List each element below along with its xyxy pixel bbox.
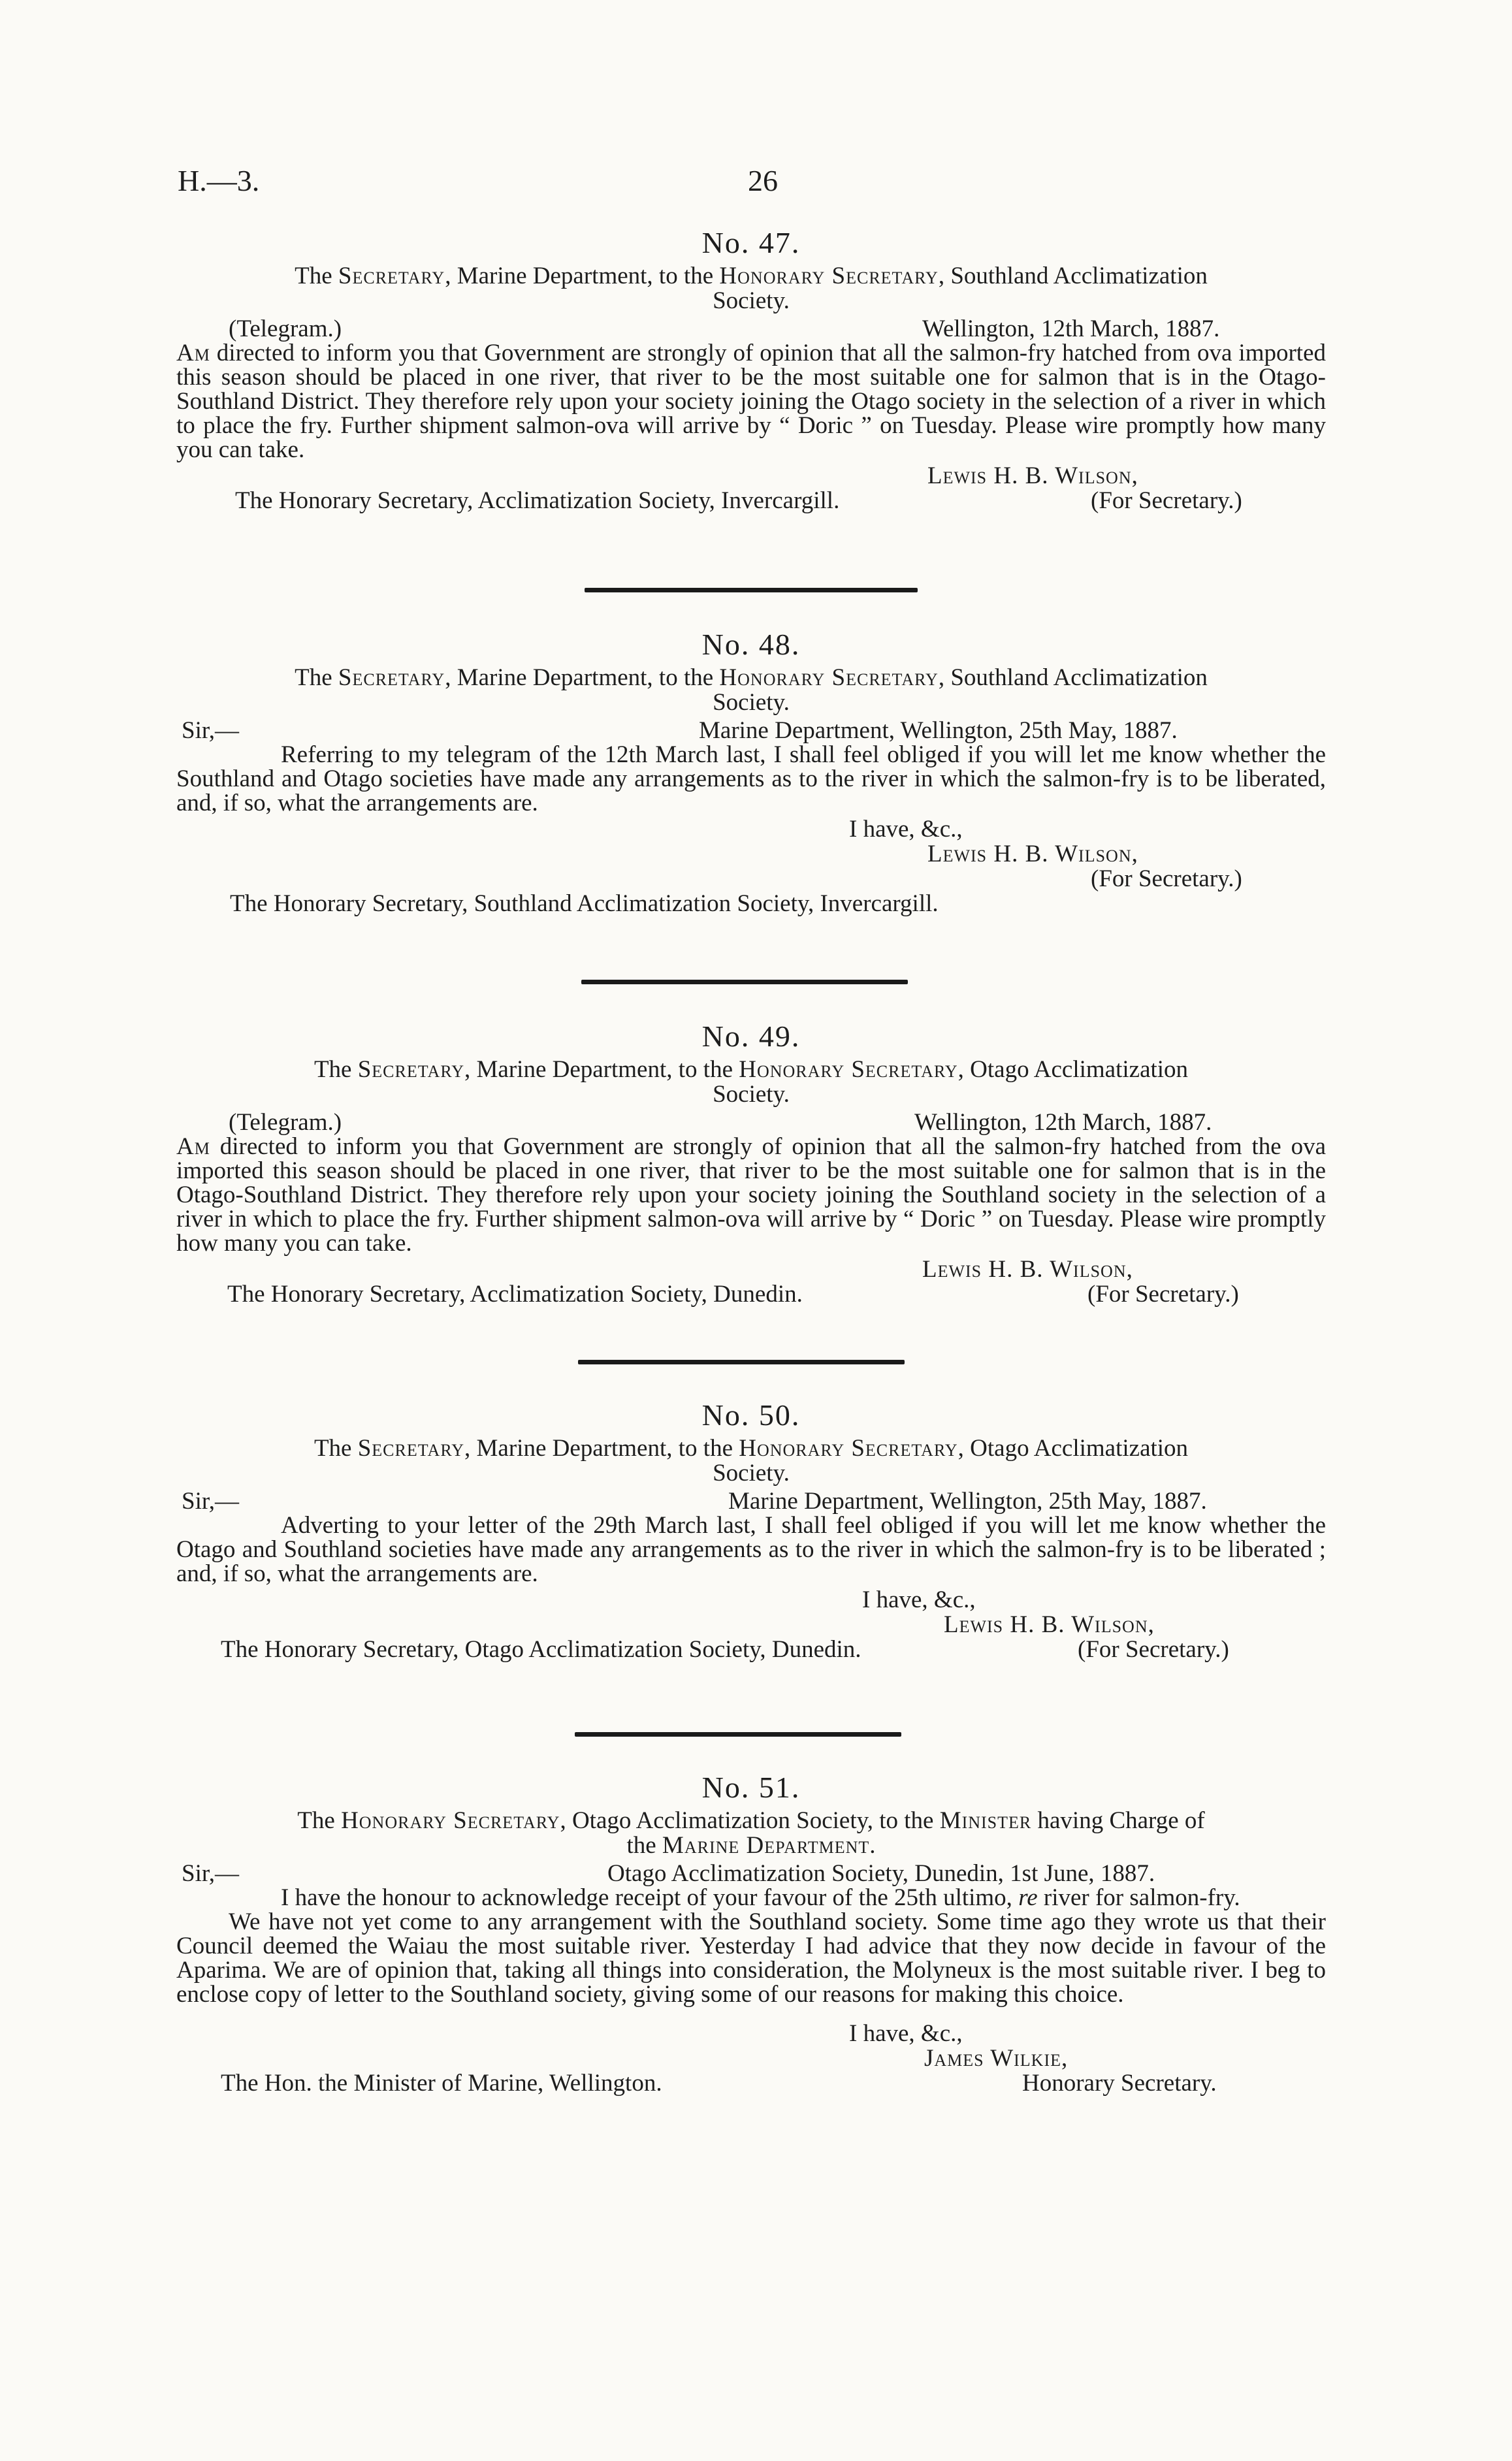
heading-text: The xyxy=(297,1807,342,1834)
letter-heading xyxy=(176,264,1326,314)
page-number: 26 xyxy=(748,164,778,197)
body-text: directed to inform you that Government are strongly of opinion that all the salmon-fry hatched from the ova imported this season should be placed in one river, that river to be the most suitable one for salmon that is in the Otago-Southland District. They therefore rely upon your society joining the Southland society in the selection of a river in which to place the fry. Further shipment salmon-ova will arrive by “ Doric ” on Tuesday. Please wire promptly how many you can take. xyxy=(176,1133,1326,1257)
signature-line xyxy=(176,1611,1326,1638)
letter-body: Adverting to your letter of the 29th March last, I shall feel obliged if you will let me know whether the Otago and Southland societies have made any arrangements as to the river in which the salmon-fry is to be liberated ; and, if so, what the arrangements are. xyxy=(176,1512,1326,1587)
heading-text: The xyxy=(314,1435,358,1462)
letter-heading xyxy=(176,1436,1326,1486)
signature: Lewis H. B. Wilson, xyxy=(922,1256,1133,1283)
signature: Lewis H. B. Wilson, xyxy=(944,1611,1155,1638)
heading-text: , Marine Department, to the xyxy=(445,263,720,289)
for-secretary-line xyxy=(176,865,1326,890)
signatory-title: Honorary Secretary. xyxy=(1022,2070,1217,2097)
letter-number: No. 47. xyxy=(701,226,801,259)
letter-type: (Telegram.) xyxy=(229,315,342,342)
body-initial: Am xyxy=(176,340,210,366)
heading-text: The xyxy=(314,1056,358,1083)
signature: Lewis H. B. Wilson, xyxy=(927,462,1138,489)
heading-text: , Otago Acclimatization xyxy=(957,1056,1189,1083)
heading-recipient: Honorary Secretary xyxy=(739,1056,958,1083)
letter-date: Otago Acclimatization Society, Dunedin, 1st June, 1887. xyxy=(607,1860,1155,1887)
body-text: I have the honour to acknowledge receipt of your favour of the 25th ultimo, xyxy=(281,1884,1019,1911)
heading-text: having Charge of xyxy=(1031,1807,1205,1834)
addressee: The Honorary Secretary, Acclimatization Society, Invercargill. xyxy=(235,487,840,514)
heading-recipient: Honorary Secretary xyxy=(719,664,939,691)
letter-date: Marine Department, Wellington, 25th May, 1887. xyxy=(728,1488,1207,1515)
body-initial: Am xyxy=(176,1133,210,1160)
for-secretary: (For Secretary.) xyxy=(1091,487,1242,514)
letter-heading xyxy=(176,666,1326,715)
letter-no-50 xyxy=(176,1398,1326,1663)
salutation: Sir,— xyxy=(182,1488,239,1515)
heading-text: , Otago Acclimatization Society, to the xyxy=(560,1807,940,1834)
heading-text: Society. xyxy=(713,1460,790,1487)
addressee-line xyxy=(176,1280,1326,1308)
page-header xyxy=(0,163,1512,202)
section-divider xyxy=(575,1732,901,1737)
letter-meta xyxy=(176,716,1326,743)
signature: James Wilkie, xyxy=(924,2045,1069,2072)
letter-meta xyxy=(176,315,1326,341)
heading-sender: Secretary xyxy=(357,1435,465,1462)
letter-body xyxy=(176,341,1326,462)
for-secretary: (For Secretary.) xyxy=(1078,1636,1229,1663)
heading-text: , Marine Department, to the xyxy=(445,664,720,691)
letter-type: (Telegram.) xyxy=(229,1109,342,1136)
letter-no-48 xyxy=(176,627,1326,917)
letter-meta xyxy=(176,1487,1326,1513)
letter-no-49 xyxy=(176,1019,1326,1308)
letter-no-51 xyxy=(176,1770,1326,2097)
heading-recipient: Honorary Secretary xyxy=(719,263,939,289)
letter-number: No. 50. xyxy=(701,1398,801,1432)
heading-recipient: Minister xyxy=(939,1807,1032,1834)
letter-heading xyxy=(176,1057,1326,1107)
heading-text: The xyxy=(295,664,338,691)
letter-number: No. 49. xyxy=(701,1020,801,1053)
heading-text: the xyxy=(626,1832,662,1859)
closing-line xyxy=(176,815,1326,843)
heading-sender: Secretary xyxy=(338,263,445,289)
letter-body xyxy=(176,1134,1326,1255)
heading-sender: Secretary xyxy=(338,664,445,691)
heading-text: , Otago Acclimatization xyxy=(957,1435,1189,1462)
addressee-line xyxy=(176,1635,1326,1663)
body-text: river for salmon-fry. xyxy=(1037,1884,1240,1911)
closing: I have, &c., xyxy=(849,816,963,843)
addressee-line xyxy=(176,2069,1326,2097)
heading-text: , Marine Department, to the xyxy=(464,1435,739,1462)
closing: I have, &c., xyxy=(849,2020,963,2047)
letter-heading xyxy=(176,1809,1326,1858)
heading-sender: Honorary Secretary xyxy=(341,1807,560,1834)
letter-body: Referring to my telegram of the 12th March last, I shall feel obliged if you will let me know whether the Southland and Otago societies have made any arrangements as to the river in which the salmon-fry is to be liberated, and, if so, what the arrangements are. xyxy=(176,741,1326,816)
signature-line xyxy=(176,462,1326,487)
body-italic: re xyxy=(1018,1884,1038,1911)
document-reference: H.—3. xyxy=(178,164,260,197)
section-divider xyxy=(585,588,918,592)
heading-text: Society. xyxy=(713,1081,790,1108)
addressee: The Honorary Secretary, Southland Acclimatization Society, Invercargill. xyxy=(230,890,939,917)
addressee-line xyxy=(176,890,1326,917)
heading-text: Society. xyxy=(713,287,790,314)
letter-number: No. 51. xyxy=(701,1771,801,1804)
heading-text: , Southland Acclimatization xyxy=(938,664,1208,691)
addressee: The Honorary Secretary, Acclimatization Society, Dunedin. xyxy=(227,1281,803,1308)
section-divider xyxy=(581,980,908,984)
heading-text: The xyxy=(295,263,338,289)
letter-number: No. 48. xyxy=(701,628,801,661)
heading-text: . xyxy=(869,1832,876,1859)
letter-date: Wellington, 12th March, 1887. xyxy=(922,315,1220,342)
heading-text: , Southland Acclimatization xyxy=(938,263,1208,289)
closing-line xyxy=(176,2019,1326,2047)
heading-recipient: Honorary Secretary xyxy=(739,1435,958,1462)
for-secretary: (For Secretary.) xyxy=(1091,865,1242,892)
letter-date: Marine Department, Wellington, 25th May, 1887. xyxy=(699,717,1178,744)
signature-line xyxy=(176,2044,1326,2072)
signature: Lewis H. B. Wilson, xyxy=(927,841,1138,867)
heading-sender: Secretary xyxy=(357,1056,465,1083)
addressee: The Honorary Secretary, Otago Acclimatization Society, Dunedin. xyxy=(221,1636,861,1663)
for-secretary: (For Secretary.) xyxy=(1087,1281,1239,1308)
closing: I have, &c., xyxy=(862,1586,976,1613)
letter-meta xyxy=(176,1108,1326,1134)
salutation: Sir,— xyxy=(182,717,239,744)
addressee: The Hon. the Minister of Marine, Wellington. xyxy=(221,2070,662,2097)
closing-line xyxy=(176,1586,1326,1611)
letter-body-paragraph xyxy=(176,1886,1326,1910)
body-text: directed to inform you that Government are strongly of opinion that all the salmon-fry hatched from ova imported this season should be placed in one river, that river to be the most suitable one for salmon that is in the Otago-Southland District. They therefore rely upon your society joining the Otago society in the selection of a river in which to place the fry. Further shipment salmon-ova will arrive by “ Doric ” on Tuesday. Please wire promptly how many you can take. xyxy=(176,340,1326,463)
heading-text: Society. xyxy=(713,689,790,716)
addressee-line xyxy=(176,487,1326,514)
letter-date: Wellington, 12th March, 1887. xyxy=(914,1109,1212,1136)
section-divider xyxy=(578,1360,905,1364)
signature-line xyxy=(176,840,1326,865)
letter-meta xyxy=(176,1859,1326,1886)
letter-body-paragraph: We have not yet come to any arrangement with the Southland society. Some time ago they wrote us that their Council deemed the Waiau the most suitable river. Yesterday I had advice that they now decide in favour of the Aparima. We are of opinion that, taking all things into consideration, the Molyneux is the most suitable river. I beg to enclose copy of letter to the Southland society, giving some of our reasons for making this choice. xyxy=(176,1908,1326,2008)
heading-department: Marine Department xyxy=(662,1832,870,1859)
signature-line xyxy=(176,1255,1326,1283)
letter-no-47 xyxy=(176,225,1326,514)
salutation: Sir,— xyxy=(182,1860,239,1887)
heading-text: , Marine Department, to the xyxy=(464,1056,739,1083)
